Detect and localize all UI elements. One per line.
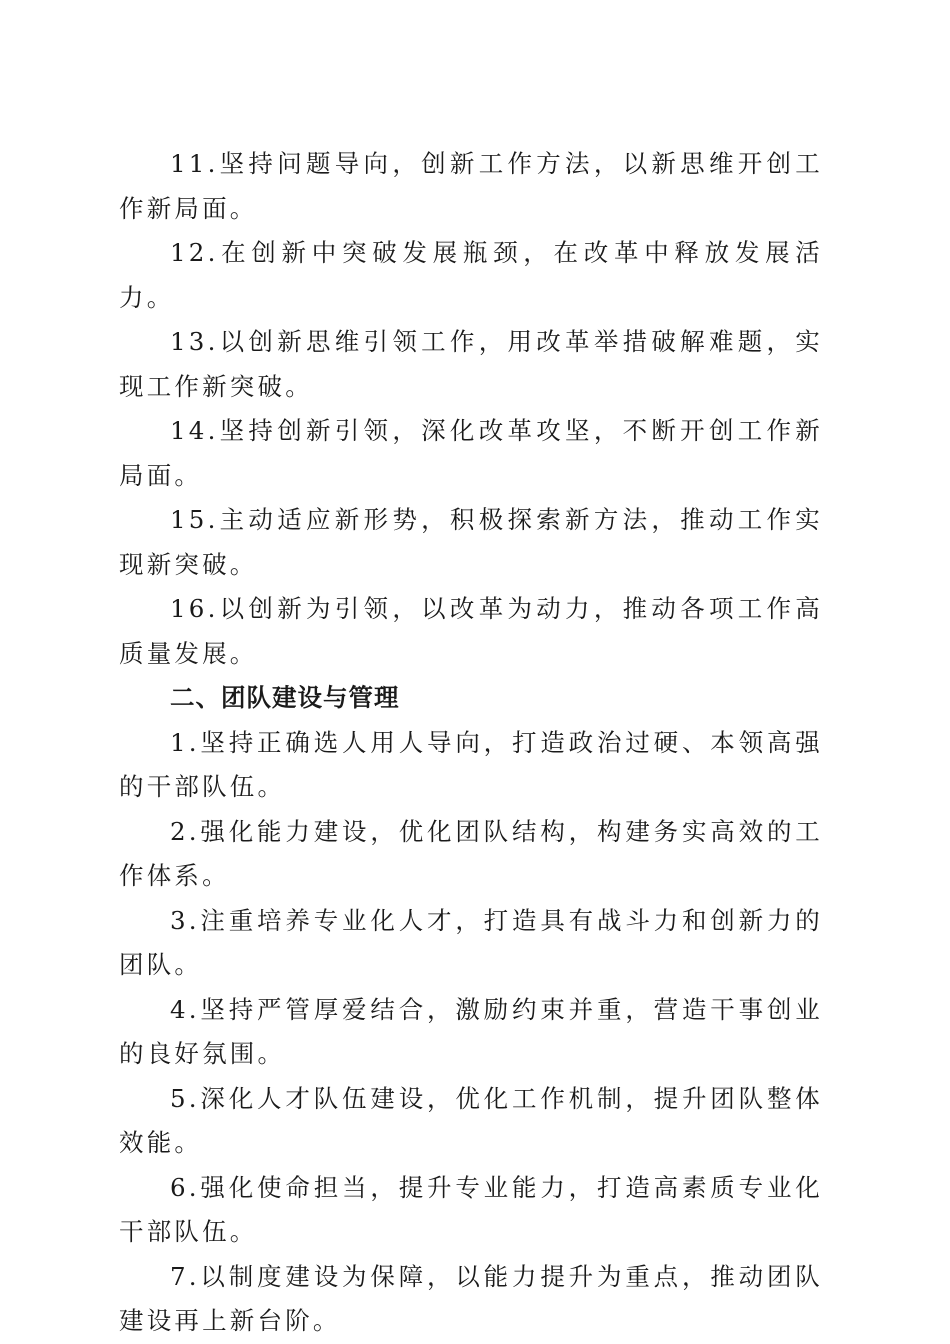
paragraph-item-16: 16.以创新为引领，以改革为动力，推动各项工作高质量发展。 [119, 594, 823, 668]
paragraph-item-2: 2.强化能力建设，优化团队结构，构建务实高效的工作体系。 [119, 816, 823, 890]
paragraph-item-11: 11.坚持问题导向，创新工作方法，以新思维开创工作新局面。 [119, 149, 823, 223]
document-page [119, 142, 823, 1344]
paragraph-item-14: 14.坚持创新引领，深化改革攻坚，不断开创工作新局面。 [119, 416, 823, 490]
paragraph-item-7: 7.以制度建设为保障，以能力提升为重点，推动团队建设再上新台阶。 [119, 1261, 823, 1335]
paragraph-item-15: 15.主动适应新形势，积极探索新方法，推动工作实现新突破。 [119, 505, 823, 579]
paragraph-item-6: 6.强化使命担当，提升专业能力，打造高素质专业化干部队伍。 [119, 1172, 823, 1246]
paragraph-item-3: 3.注重培养专业化人才，打造具有战斗力和创新力的团队。 [119, 905, 823, 979]
paragraph-item-13: 13.以创新思维引领工作，用改革举措破解难题，实现工作新突破。 [119, 327, 823, 401]
section-heading-team: 二、团队建设与管理 [170, 683, 400, 712]
paragraph-item-4: 4.坚持严管厚爱结合，激励约束并重，营造干事创业的良好氛围。 [119, 994, 823, 1068]
paragraph-item-1: 1.坚持正确选人用人导向，打造政治过硬、本领高强的干部队伍。 [119, 727, 823, 801]
paragraph-item-12: 12.在创新中突破发展瓶颈，在改革中释放发展活力。 [119, 238, 823, 312]
paragraph-item-5: 5.深化人才队伍建设，优化工作机制，提升团队整体效能。 [119, 1083, 823, 1157]
